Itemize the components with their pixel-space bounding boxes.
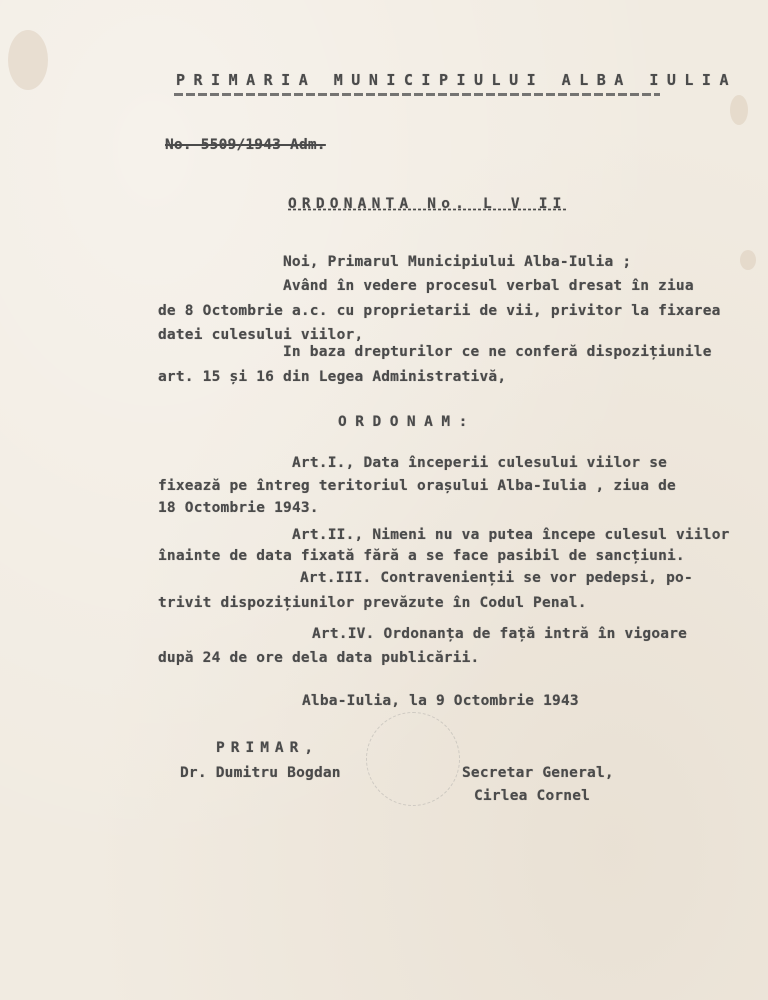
secretary-name: Cirlea Cornel (474, 788, 591, 804)
secretary-title: Secretar General, (462, 765, 614, 781)
intro-line: Având în vedere procesul verbal dresat în ziua (283, 278, 694, 294)
reference-number: No. 5509/1943 Adm. (165, 137, 326, 153)
intro-line: art. 15 și 16 din Legea Administrativă, (158, 369, 507, 385)
article-line: trivit dispozițiunilor prevăzute în Codul Penal. (158, 595, 587, 611)
ordinance-title: ORDONANTA No. L V II (288, 196, 567, 212)
article-line: înainte de data fixată fără a se face pasibil de sancțiuni. (158, 548, 685, 564)
mayor-title: PRIMAR, (216, 740, 320, 756)
header-title: PRIMARIA MUNICIPIULUI ALBA IULIA (176, 71, 737, 89)
intro-line: de 8 Octombrie a.c. cu proprietarii de vii, privitor la fixarea (158, 303, 721, 319)
article-line: Art.II., Nimeni nu va putea începe culesul viilor (292, 527, 730, 543)
article-line: Art.IV. Ordonanța de față intră în vigoare (312, 626, 688, 642)
intro-line: Noi, Primarul Municipiului Alba-Iulia ; (283, 254, 632, 270)
article-line: 18 Octombrie 1943. (158, 500, 319, 516)
paper-stain (730, 95, 748, 125)
article-line: Art.III. Contravenienții se vor pedepsi, po- (300, 570, 693, 586)
article-line: Art.I., Data începerii culesului viilor se (292, 455, 668, 471)
ordonam-heading: ORDONAM: (338, 414, 476, 430)
intro-line: datei culesului viilor, (158, 327, 364, 343)
paper-stain (740, 250, 756, 270)
paper-stain (8, 30, 48, 90)
header-underline (174, 93, 660, 96)
article-line: fixează pe întreg teritoriul orașului Alba-Iulia , ziua de (158, 478, 676, 494)
mayor-name: Dr. Dumitru Bogdan (180, 765, 341, 781)
faded-stamp (366, 712, 460, 806)
article-line: după 24 de ore dela data publicării. (158, 650, 480, 666)
place-and-date: Alba-Iulia, la 9 Octombrie 1943 (302, 693, 579, 709)
intro-line: In baza drepturilor ce ne conferă dispozițiunile (283, 344, 712, 360)
